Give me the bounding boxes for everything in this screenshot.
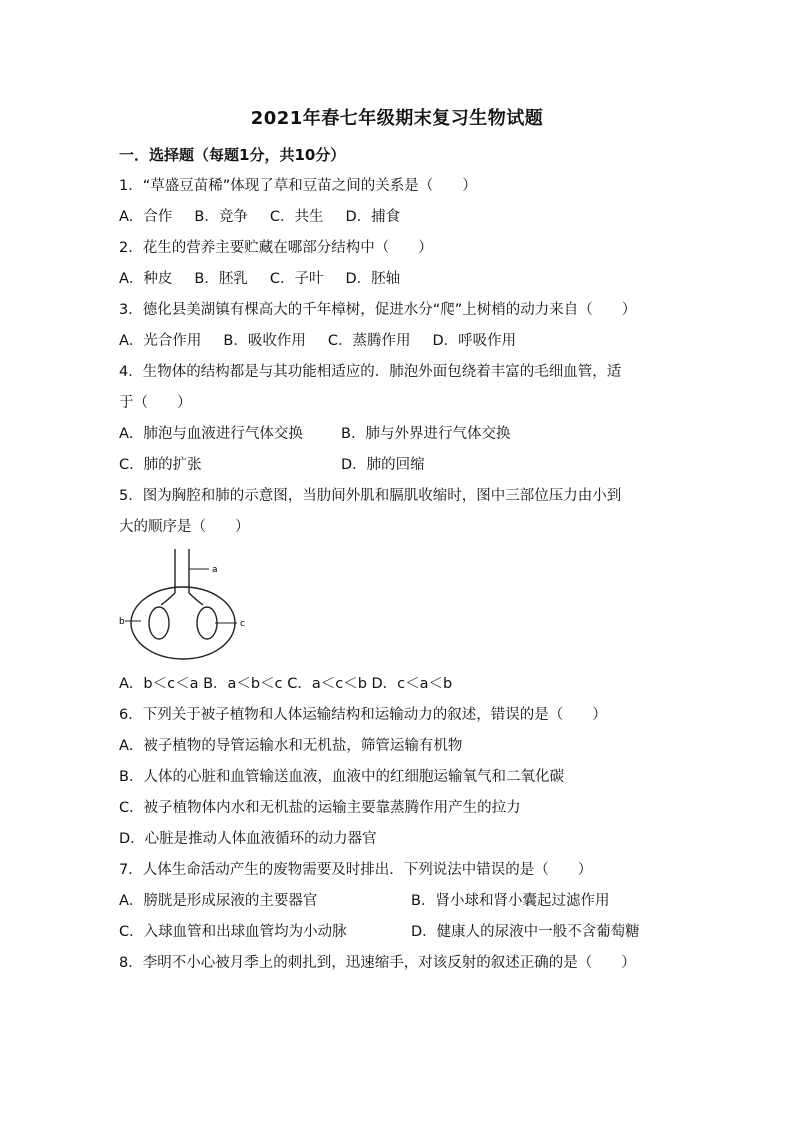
option-d: D．健康人的尿液中一般不含葡萄糖	[411, 924, 640, 940]
option-d: D．肺的回缩	[341, 457, 425, 473]
option-c: C．被子植物体内水和无机盐的运输主要靠蒸腾作用产生的拉力	[119, 800, 521, 816]
chest-lung-diagram	[119, 549, 279, 663]
section-heading: 一．选择题（每题1分，共10分）	[119, 146, 346, 164]
option-b: B．胚乳	[194, 271, 248, 287]
question-7	[119, 855, 679, 948]
question-8	[119, 948, 679, 979]
label-c: c	[240, 619, 245, 629]
option-d: D．呼吸作用	[432, 333, 517, 349]
chest-lung-svg	[119, 549, 279, 663]
question-stem: 6．下列关于被子植物和人体运输结构和运输动力的叙述，错误的是（ ）	[119, 707, 607, 723]
option-b: B．吸收作用	[223, 333, 306, 349]
option-c: C．肺的扩张	[119, 457, 202, 473]
question-stem: 4．生物体的结构都是与其功能相适应的．肺泡外面包绕着丰富的毛细血管，适	[119, 364, 622, 380]
option-d: D．胚轴	[345, 271, 401, 287]
options-row	[119, 326, 679, 357]
option-d: D．心脏是推动人体血液循环的动力器官	[119, 831, 377, 847]
option-b: B．肺与外界进行气体交换	[341, 426, 511, 442]
label-a: a	[212, 565, 218, 575]
page-title: 2021年春七年级期末复习生物试题	[250, 108, 544, 129]
options-row	[119, 419, 679, 450]
option-b: B．人体的心脏和血管输送血液，血液中的红细胞运输氧气和二氧化碳	[119, 769, 564, 785]
question-6	[119, 700, 679, 855]
question-stem: 7．人体生命活动产生的废物需要及时排出．下列说法中错误的是（ ）	[119, 862, 593, 878]
question-stem: 1．“草盛豆苗稀”体现了草和豆苗之间的关系是（ ）	[119, 178, 477, 194]
question-stem: 8．李明不小心被月季上的刺扎到，迅速缩手，对该反射的叙述正确的是（ ）	[119, 955, 636, 971]
label-b: b	[119, 617, 125, 627]
question-3	[119, 295, 679, 357]
question-stem: 5．图为胸腔和肺的示意图，当肋间外肌和膈肌收缩时，图中三部位压力由小到	[119, 488, 622, 504]
left-lung	[149, 607, 169, 639]
option-b: B．竞争	[194, 209, 248, 225]
question-1	[119, 171, 679, 233]
options-row	[119, 202, 679, 233]
question-stem-continued: 于（ ）	[119, 395, 192, 411]
question-stem: 3．德化县美湖镇有棵高大的千年樟树，促进水分“爬”上树梢的动力来自（ ）	[119, 302, 637, 318]
option-d: D．捕食	[345, 209, 401, 225]
option-a: A．被子植物的导管运输水和无机盐，筛管运输有机物	[119, 738, 463, 754]
question-stem: 2．花生的营养主要贮藏在哪部分结构中（ ）	[119, 240, 433, 256]
option-a: A．光合作用	[119, 333, 202, 349]
option-a: A．合作	[119, 209, 173, 225]
question-stem-continued: 大的顺序是（ ）	[119, 519, 250, 535]
question-2	[119, 233, 679, 295]
bronchi	[161, 593, 203, 605]
options-row	[119, 450, 679, 481]
option-b: B．肾小球和肾小囊起过滤作用	[411, 893, 610, 909]
option-a: A．种皮	[119, 271, 173, 287]
options-row: A．b＜c＜a B．a＜b＜c C．a＜c＜b D．c＜a＜b	[119, 676, 453, 692]
right-lung	[197, 607, 217, 639]
option-c: C．入球血管和出球血管均为小动脉	[119, 924, 347, 940]
question-5	[119, 481, 679, 700]
option-a: A．膀胱是形成尿液的主要器官	[119, 893, 318, 909]
options-row	[119, 264, 679, 295]
option-c: C．共生	[269, 209, 324, 225]
options-row	[119, 886, 679, 917]
question-4	[119, 357, 679, 481]
option-c: C．子叶	[269, 271, 324, 287]
options-row	[119, 917, 679, 948]
option-a: A．肺泡与血液进行气体交换	[119, 426, 303, 442]
exam-content	[119, 140, 679, 979]
option-c: C．蒸腾作用	[327, 333, 411, 349]
